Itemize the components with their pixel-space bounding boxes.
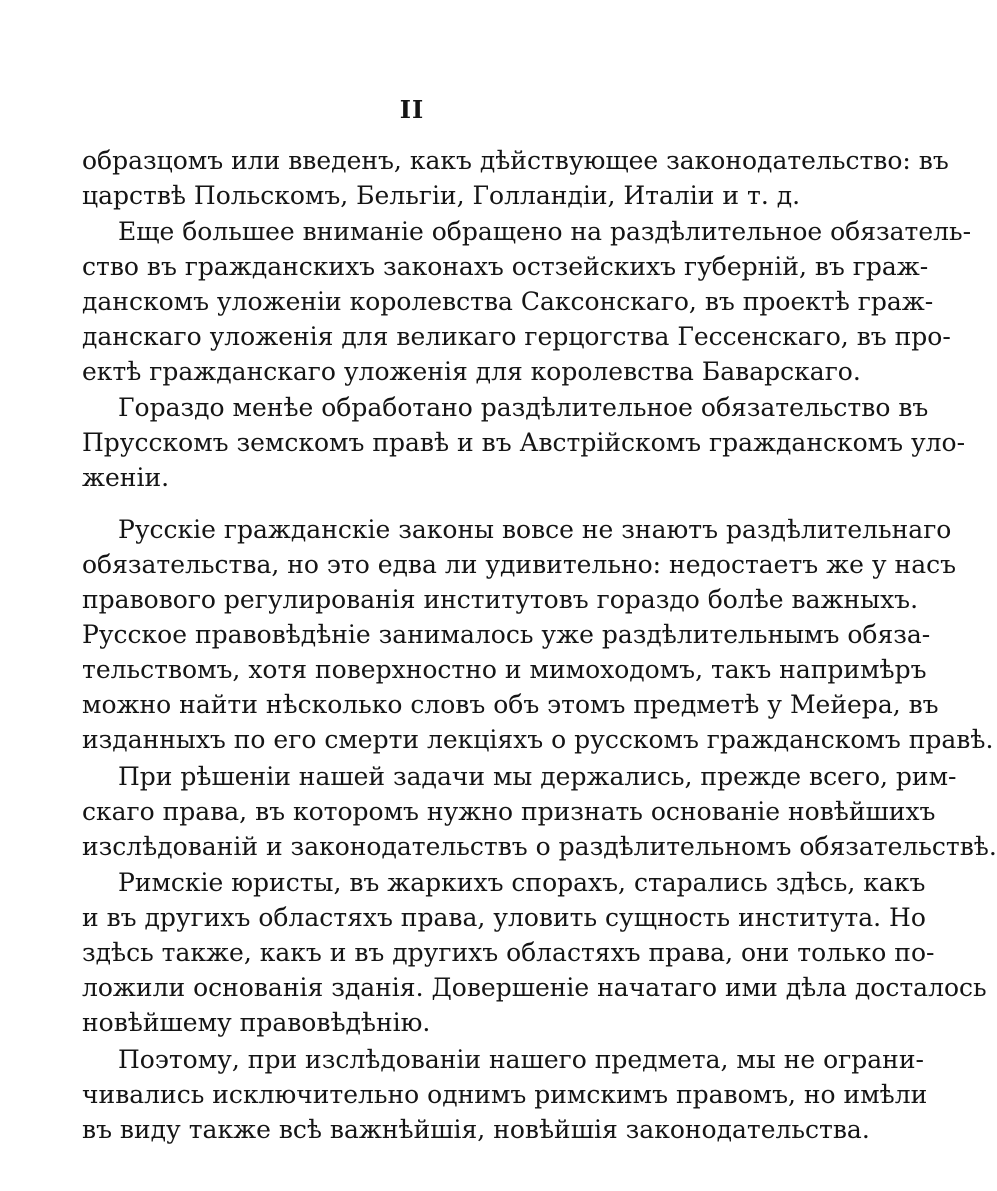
- text-line: данскомъ уложеніи королевства Саксонскаго, въ проектѣ граж-: [82, 287, 934, 316]
- text-line: скаго права, въ которомъ нужно признать основаніе новѣйшихъ: [82, 797, 936, 826]
- text-line: правового регулированія институтовъ гораздо болѣе важныхъ.: [82, 585, 919, 614]
- text-line: Поэтому, при изслѣдованіи нашего предмета, мы не ограни-: [118, 1045, 924, 1074]
- text-line: въ виду также всѣ важнѣйшія, новѣйшія законодательства.: [82, 1115, 870, 1144]
- text-line: образцомъ или введенъ, какъ дѣйствующее законодательство: въ: [82, 146, 949, 175]
- text-line: тельствомъ, хотя поверхностно и мимоходомъ, такъ напримѣръ: [82, 655, 927, 684]
- text-line: женіи.: [82, 463, 170, 492]
- text-line: Русскіе гражданскіе законы вовсе не знаютъ раздѣлительнаго: [118, 515, 952, 544]
- text-line: Прусскомъ земскомъ правѣ и въ Австрійскомъ гражданскомъ уло-: [82, 428, 966, 457]
- text-line: ство въ гражданскихъ законахъ остзейскихъ губерній, въ граж-: [82, 252, 929, 281]
- text-line: При рѣшеніи нашей задачи мы держались, прежде всего, рим-: [118, 762, 957, 791]
- text-line: здѣсь также, какъ и въ другихъ областяхъ права, они только по-: [82, 938, 935, 967]
- text-line: обязательства, но это едва ли удивительно: недостаетъ же у насъ: [82, 550, 957, 579]
- text-line: Гораздо менѣе обработано раздѣлительное обязательство въ: [118, 393, 929, 422]
- text-line: чивались исключительно однимъ римскимъ правомъ, но имѣли: [82, 1080, 928, 1109]
- text-line: данскаго уложенія для великаго герцогства Гессенскаго, въ про-: [82, 322, 951, 351]
- text-line: изслѣдованій и законодательствъ о раздѣлительномъ обязательствѣ.: [82, 832, 997, 861]
- text-line: царствѣ Польскомъ, Бельгіи, Голландіи, Италіи и т. д.: [82, 181, 801, 210]
- text-line: изданныхъ по его смерти лекціяхъ о русскомъ гражданскомъ правѣ.: [82, 725, 994, 754]
- page-number: II: [399, 95, 425, 124]
- text-line: ектѣ гражданскаго уложенія для королевства Баварскаго.: [82, 357, 861, 386]
- text-line: Русское правовѣдѣніе занималось уже раздѣлительнымъ обяза-: [82, 620, 931, 649]
- text-line: ложили основанія зданія. Довершеніе начатаго ими дѣла досталось: [82, 973, 987, 1002]
- text-line: Римскіе юристы, въ жаркихъ спорахъ, старались здѣсь, какъ: [118, 868, 926, 897]
- text-line: и въ другихъ областяхъ права, уловить сущность института. Но: [82, 903, 926, 932]
- text-line: новѣйшему правовѣдѣнію.: [82, 1008, 431, 1037]
- text-line: Еще большее вниманіе обращено на раздѣлительное обязатель-: [118, 217, 972, 246]
- text-line: можно найти нѣсколько словъ объ этомъ предметѣ у Мейера, въ: [82, 690, 939, 719]
